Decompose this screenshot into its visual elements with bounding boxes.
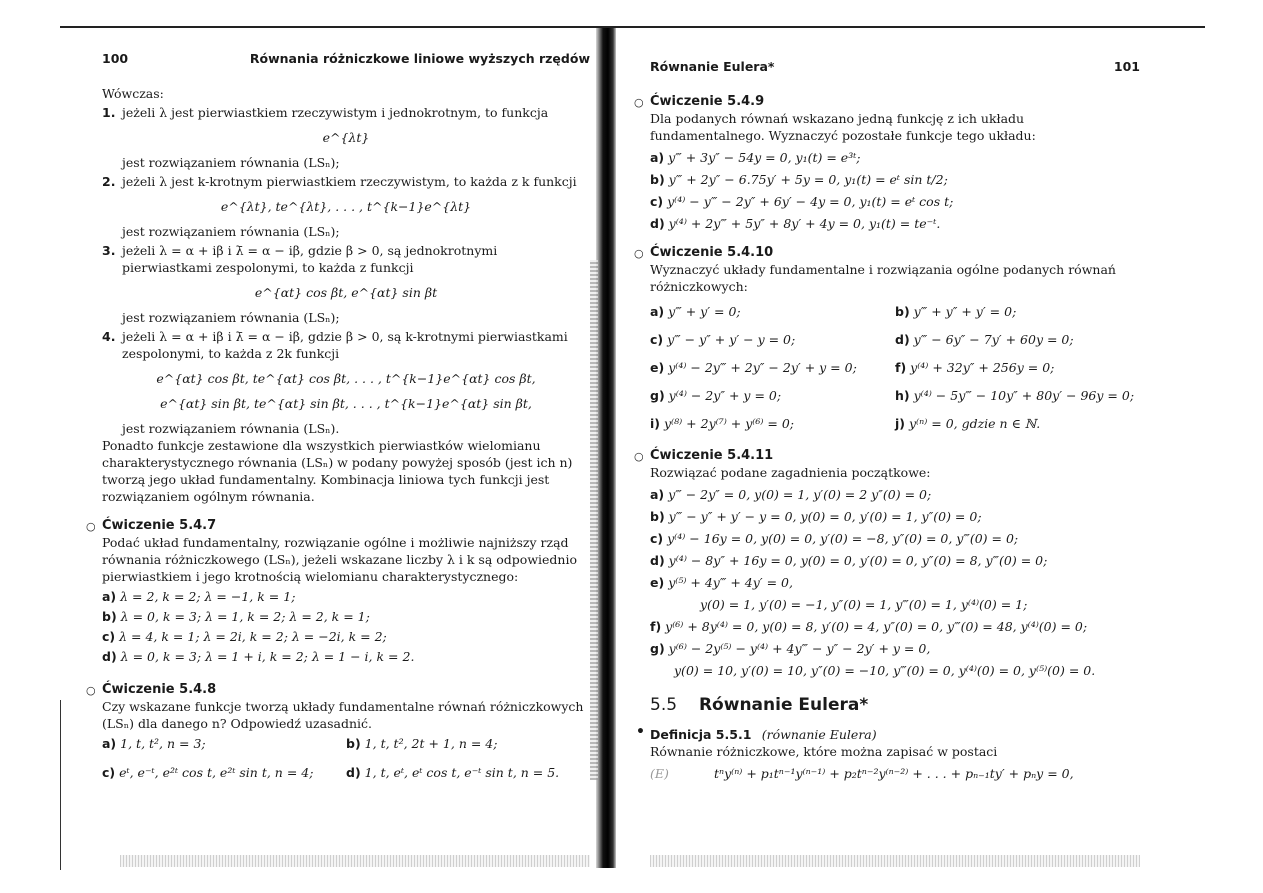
exercise-part: a) y‴ + 3y″ − 54y = 0, y₁(t) = e³ᵗ; [650,150,861,165]
running-title: Równania różniczkowe liniowe wyższych rzędów [249,51,590,66]
definition-formula: (E) tⁿy⁽ⁿ⁾ + p₁tⁿ⁻¹y⁽ⁿ⁻¹⁾ + p₂tⁿ⁻²y⁽ⁿ⁻²⁾ + . . . + pₙ₋₁ty′ + pₙy = 0, [650,766,1074,781]
exercise-part: y(0) = 10, y′(0) = 10, y″(0) = −10, y‴(0) = 0, y⁽⁴⁾(0) = 0, y⁽⁵⁾(0) = 0. [674,663,1096,678]
list-item: 4. jeżeli λ = α + iβ i λ̄ = α − iβ, gdzie β > 0, są k-krotnymi pierwiastkami zespolonymi, to każda z 2k funkcji [102,329,568,361]
circle-icon: ○ [86,684,96,697]
exercise-title: ○ Ćwiczenie 5.4.9 [634,94,765,109]
exercise-text: Wyznaczyć układy fundamentalne i rozwiązania ogólne podanych równań różniczkowych: [650,262,1116,294]
intro-text: Wówczas: [102,86,164,101]
exercise-part: f) y⁽⁶⁾ + 8y⁽⁴⁾ = 0, y(0) = 8, y′(0) = 4, y″(0) = 0, y‴(0) = 48, y⁽⁴⁾(0) = 0; [650,619,1088,634]
exercise-part: c) y⁽⁴⁾ − 16y = 0, y(0) = 0, y′(0) = −8, y″(0) = 0, y‴(0) = 0; [650,531,1019,546]
definition-title: • Definicja 5.5.1 (równanie Eulera) [636,724,877,742]
exercise-row: a) y‴ + y′ = 0; b) y‴ + y″ + y′ = 0; [650,304,1017,319]
exercise-text: Dla podanych równań wskazano jedną funkcję z ich układu fundamentalnego. Wyznaczyć pozostałe funkcje tego układu: [650,111,1036,143]
exercise-text: Podać układ fundamentalny, rozwiązanie ogólne i możliwie najniższy rząd równania różniczkowego (LSₙ), jeżeli wskazane liczby λ i k są odpowiednio pierwiastkiem i jego krotnością wielomianu charakterystycznego: [102,535,577,584]
exercise-row: c) y‴ − y″ + y′ − y = 0; d) y‴ − 6y″ − 7y′ + 60y = 0; [650,332,1074,347]
exercise-part: d) λ = 0, k = 3; λ = 1 + i, k = 2; λ = 1 − i, k = 2. [102,649,415,664]
running-title: Równanie Eulera* [650,59,775,74]
exercise-title: ○ Ćwiczenie 5.4.8 [86,682,217,697]
exercise-part: b) y‴ − y″ + y′ − y = 0, y(0) = 0, y′(0) = 1, y″(0) = 0; [650,509,982,524]
top-rule [60,26,1205,28]
summary-paragraph: Ponadto funkcje zestawione dla wszystkich pierwiastków wielomianu charakterystycznego równania (LSₙ) w podany powyżej sposób (jest ich n) tworzą jego układ fundamentalny. Kombinacja liniowa tych funkcji jest rozwiązaniem ogólnym równania. [102,438,573,504]
exercise-part: a) y‴ − 2y″ = 0, y(0) = 1, y′(0) = 2 y″(0) = 0; [650,487,932,502]
exercise-row: e) y⁽⁴⁾ − 2y‴ + 2y″ − 2y′ + y = 0; f) y⁽⁴⁾ + 32y″ + 256y = 0; [650,360,1055,375]
exercise-part: c) y⁽⁴⁾ − y‴ − 2y″ + 6y′ − 4y = 0, y₁(t) = eᵗ cos t; [650,194,954,209]
list-item: 1. jeżeli λ jest pierwiastkiem rzeczywistym i jednokrotnym, to funkcja [102,105,549,120]
exercise-row: c) eᵗ, e⁻ᵗ, e²ᵗ cos t, e²ᵗ sin t, n = 4; d) 1, t, eᵗ, eᵗ cos t, e⁻ᵗ sin t, n = 5. [102,765,560,780]
bullet-icon: • [636,724,645,740]
exercise-part: d) y⁽⁴⁾ − 8y″ + 16y = 0, y(0) = 0, y′(0) = 0, y″(0) = 8, y‴(0) = 0; [650,553,1048,568]
formula: e^{λt} [322,130,370,145]
section-heading: 5.5 Równanie Eulera* [650,695,869,715]
exercise-part: c) λ = 4, k = 1; λ = 2i, k = 2; λ = −2i, k = 2; [102,629,387,644]
list-item: 3. jeżeli λ = α + iβ i λ̄ = α − iβ, gdzie β > 0, są jednokrotnymi pierwiastkami zespolonymi, to każda z funkcji [102,243,498,275]
exercise-text: Rozwiązać podane zagadnienia początkowe: [650,465,931,480]
exercise-part: b) λ = 0, k = 3; λ = 1, k = 2; λ = 2, k = 1; [102,609,370,624]
circle-icon: ○ [634,96,644,109]
right-header [650,58,1140,75]
book-gutter-shadow [596,28,616,868]
left-header [102,50,590,67]
exercise-part: b) y‴ + 2y″ − 6.75y′ + 5y = 0, y₁(t) = eᵗ sin t/2; [650,172,948,187]
exercise-title: ○ Ćwiczenie 5.4.10 [634,245,774,260]
exercise-part: g) y⁽⁶⁾ − 2y⁽⁵⁾ − y⁽⁴⁾ + 4y‴ − y″ − 2y′ + y = 0, [650,641,931,656]
scan-grain-left [120,855,590,867]
page-number: 100 [102,51,129,66]
page-number: 101 [1113,59,1140,74]
exercise-part: a) λ = 2, k = 2; λ = −1, k = 1; [102,589,296,604]
scan-grain-right [650,855,1140,867]
definition-text: Równanie różniczkowe, które można zapisać w postaci [650,744,998,759]
formula: e^{αt} sin βt, te^{αt} sin βt, . . . , t^{k−1}e^{αt} sin βt, [160,396,532,411]
exercise-part: d) y⁽⁴⁾ + 2y‴ + 5y″ + 8y′ + 4y = 0, y₁(t) = te⁻ᵗ. [650,216,941,231]
left-page: 100 Równania różniczkowe liniowe wyższych rzędów Wówczas: 1. jeżeli λ jest pierwiastkiem rzeczywistym i jednokrotnym, to funkcja e^{λt} jest rozwiązaniem równania (LSₙ); 2. jeżeli λ jest k-krotnym pierwiastkiem rzeczywistym, to każda z k funkcji e^{λt}, te^{λt}, . . . , t^{k−1}e^{λt} jest rozwiązaniem równania (LSₙ); 3. jeżeli λ = α + iβ i λ̄ = α − iβ, gdzie β > 0, są jednokrotnymi pierwiastkami zespolonymi, to każda z funkcji e^{αt} cos βt, e^{αt} sin βt jest rozwiązaniem równania (LSₙ); 4. jeżeli λ = α + iβ i λ̄ = α − iβ, gdzie β > 0, są k-krotnymi pierwiastkami zespolonymi, to każda z 2k funkcji e^{αt} cos βt, te^{αt} cos βt, . . . , t^{k−1}e^{αt} cos βt, e^{αt} sin βt, te^{αt} sin βt, . . . , t^{k−1}e^{αt} sin βt, jest rozwiązaniem równania (LSₙ). Ponadto funkcje zestawione dla wszystkich pierwiastków wielomianu charakterystycznego równania (LSₙ) w podany powyżej sposób (jest ich n) tworzą jego układ fundamentalny. Kombinacja liniowa tych funkcji jest rozwiązaniem ogólnym równania. ○ Ćwiczenie 5.4.7 Podać układ fundamentalny, rozwiązanie ogólne i możliwie najniższy rząd równania różniczkowego (LSₙ), jeżeli wskazane liczby λ i k są odpowiednio pierwiastkiem i jego krotnością wielomianu charakterystycznego: a) λ = 2, k = 2; λ = −1, k = 1; b) λ = 0, k = 3; λ = 1, k = 2; λ = 2, k = 1; c) λ = 4, k = 1; λ = 2i, k = 2; λ = −2i, k = 2; d) λ = 0, k = 3; λ = 1 + i, k = 2; λ = 1 − i, k = 2. ○ Ćwiczenie 5.4.8 Czy wskazane funkcje tworzą układy fundamentalne równań różniczkowych (LSₙ) dla danego n? Odpowiedź uzasadnić. a) 1, t, t², n = 3; b) 1, t, t², 2t + 1, n = 4; c) eᵗ, e⁻ᵗ, e²ᵗ cos t, e²ᵗ sin t, n = 4; d) 1, t, eᵗ, eᵗ cos t, e⁻ᵗ sin t, n = 5. [102,50,590,784]
circle-icon: ○ [86,520,96,533]
formula: e^{αt} cos βt, te^{αt} cos βt, . . . , t^{k−1}e^{αt} cos βt, [156,371,536,386]
exercise-title: ○ Ćwiczenie 5.4.11 [634,448,774,463]
scan-edge [60,700,61,870]
exercise-text: Czy wskazane funkcje tworzą układy fundamentalne równań różniczkowych (LSₙ) dla danego n? Odpowiedź uzasadnić. [102,699,584,731]
formula: e^{αt} cos βt, e^{αt} sin βt [254,285,438,300]
exercise-part: e) y⁽⁵⁾ + 4y‴ + 4y′ = 0, [650,575,793,590]
circle-icon: ○ [634,450,644,463]
exercise-row: i) y⁽⁸⁾ + 2y⁽⁷⁾ + y⁽⁶⁾ = 0; j) y⁽ⁿ⁾ = 0, gdzie n ∈ ℕ. [650,416,1041,431]
circle-icon: ○ [634,247,644,260]
exercise-part: y(0) = 1, y′(0) = −1, y″(0) = 1, y‴(0) = 1, y⁽⁴⁾(0) = 1; [700,597,1028,612]
formula: e^{λt}, te^{λt}, . . . , t^{k−1}e^{λt} [220,199,472,214]
exercise-title: ○ Ćwiczenie 5.4.7 [86,518,217,533]
gutter-noise [590,260,598,780]
right-page [634,50,1140,787]
exercise-row: g) y⁽⁴⁾ − 2y″ + y = 0; h) y⁽⁴⁾ − 5y‴ − 10y″ + 80y′ − 96y = 0; [650,388,1135,403]
exercise-row: a) 1, t, t², n = 3; b) 1, t, t², 2t + 1, n = 4; [102,736,498,751]
list-item: 2. jeżeli λ jest k-krotnym pierwiastkiem rzeczywistym, to każda z k funkcji [102,174,577,189]
